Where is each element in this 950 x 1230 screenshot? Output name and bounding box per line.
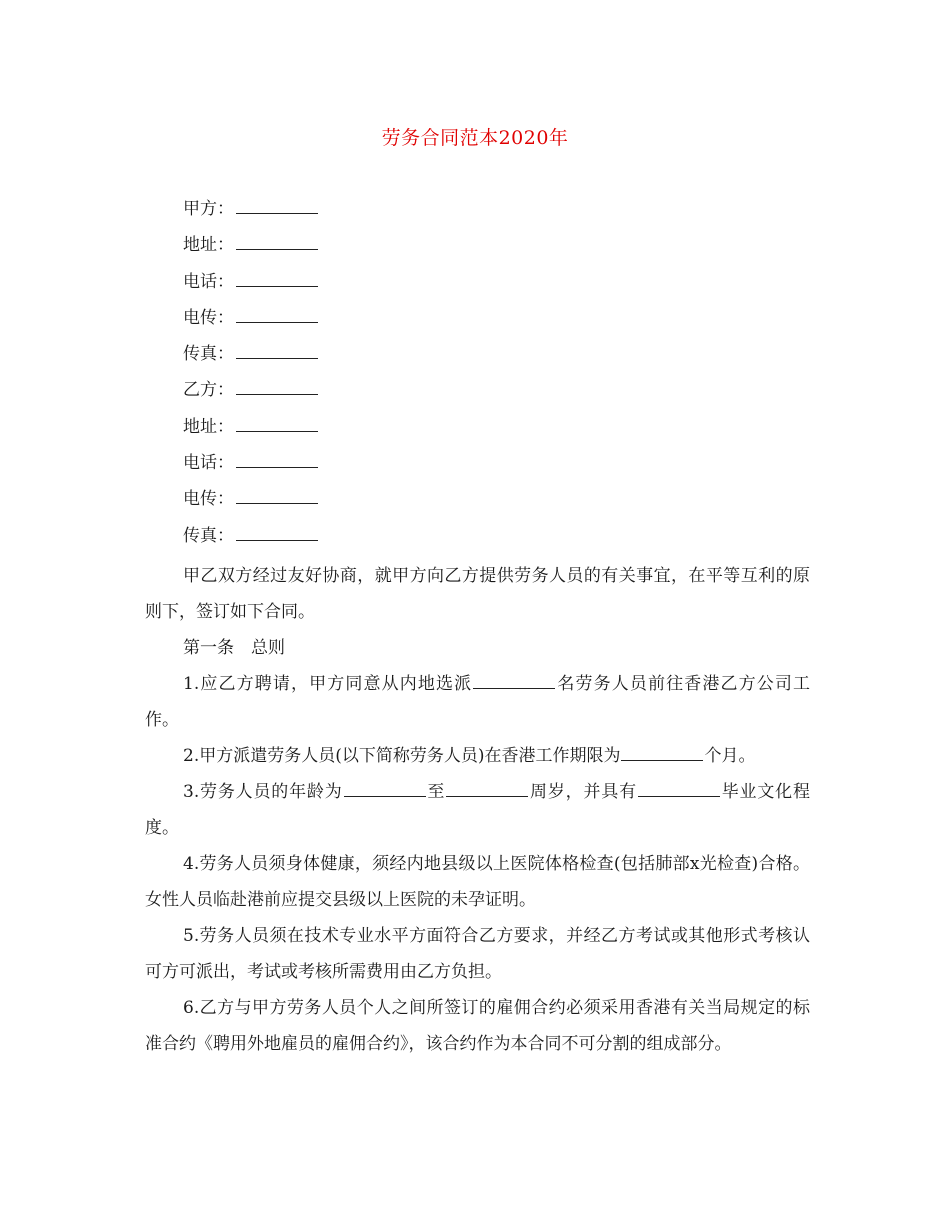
blank-line	[236, 269, 318, 287]
blank-line	[446, 779, 528, 797]
party-a-phone-row	[183, 269, 318, 305]
party-a-telex-row	[183, 305, 318, 341]
party-b-address-row	[183, 414, 318, 450]
intro-paragraph: 甲乙双方经过友好协商，就甲方向乙方提供劳务人员的有关事宜，在平等互利的原则下，签订如下合同。	[145, 566, 810, 622]
field-label: 乙方：	[183, 380, 234, 401]
clause-text: 毕业文化程度。	[145, 782, 811, 838]
party-a-address-row	[183, 232, 318, 268]
party-b-name-row	[183, 377, 318, 413]
party-info-fields	[183, 196, 318, 559]
blank-line	[236, 377, 318, 395]
clause-text: 至	[426, 782, 446, 802]
party-b-telex-row	[183, 486, 318, 522]
blank-line	[236, 196, 318, 214]
clause-4: 4.劳务人员须身体健康，须经内地县级以上医院体格检查(包括肺部x光检查)合格。女性人员临赴港前应提交县级以上医院的未孕证明。	[145, 854, 810, 910]
field-label: 电话：	[183, 453, 234, 474]
article-heading: 第一条 总则	[183, 638, 285, 658]
field-label: 传真：	[183, 525, 234, 546]
clause-text: 2.甲方派遣劳务人员(以下简称劳务人员)在香港工作期限为	[183, 746, 621, 766]
clause-text: 名劳务人员前往香港乙方公司工作。	[145, 674, 810, 730]
clause-1	[145, 666, 810, 738]
party-a-fax-row	[183, 341, 318, 377]
blank-line	[344, 779, 426, 797]
blank-line	[236, 486, 318, 504]
blank-line	[236, 450, 318, 468]
clause-text: 周岁，并具有	[529, 782, 637, 802]
clause-text: 个月。	[704, 746, 756, 766]
clause-5: 5.劳务人员须在技术专业水平方面符合乙方要求，并经乙方考试或其他形式考核认可方可派出，考试或考核所需费用由乙方负担。	[145, 926, 810, 982]
clause-2	[145, 738, 810, 774]
party-b-phone-row	[183, 450, 318, 486]
field-label: 传真：	[183, 344, 234, 365]
blank-line	[638, 779, 720, 797]
clause-text: 1.应乙方聘请，甲方同意从内地选派	[183, 674, 473, 694]
field-label: 电传：	[183, 307, 234, 328]
contract-body	[145, 558, 810, 1062]
blank-line	[621, 743, 703, 761]
field-label: 地址：	[183, 416, 234, 437]
document-title: 劳务合同范本2020年	[381, 127, 569, 149]
blank-line	[473, 671, 555, 689]
blank-line	[236, 341, 318, 359]
party-b-fax-row	[183, 523, 318, 559]
field-label: 电话：	[183, 271, 234, 292]
field-label: 甲方：	[183, 199, 234, 219]
blank-line	[236, 232, 318, 250]
clause-text: 3.劳务人员的年龄为	[183, 782, 343, 802]
field-label: 地址：	[183, 235, 234, 256]
blank-line	[236, 523, 318, 541]
blank-line	[236, 305, 318, 323]
blank-line	[236, 414, 318, 432]
clause-3	[145, 774, 810, 846]
party-a-name-row	[183, 196, 318, 232]
clause-6: 6.乙方与甲方劳务人员个人之间所签订的雇佣合约必须采用香港有关当局规定的标准合约《聘用外地雇员的雇佣合约》，该合约作为本合同不可分割的组成部分。	[145, 998, 810, 1054]
field-label: 电传：	[183, 489, 234, 510]
